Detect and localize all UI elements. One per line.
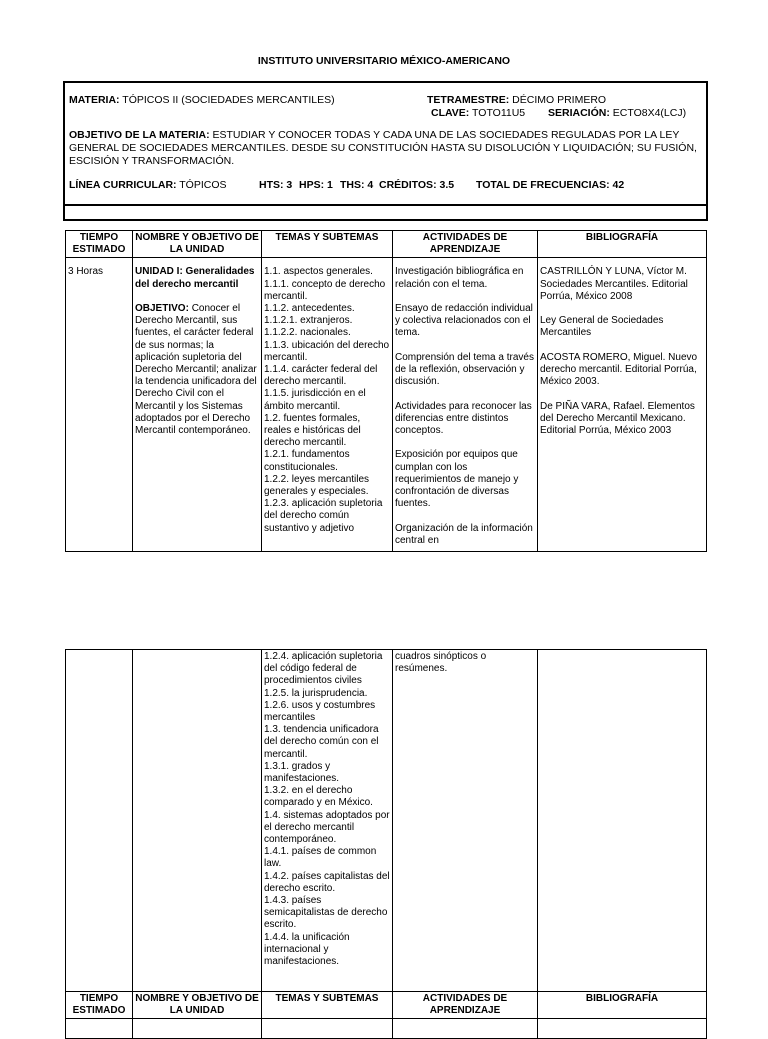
temas-cell <box>262 650 393 992</box>
header-bibliografia: BIBLIOGRAFÍA <box>538 231 707 258</box>
institution-title: INSTITUTO UNIVERSITARIO MÉXICO-AMERICANO <box>257 55 511 67</box>
bibliografia-item: Ley General de Sociedades Mercantiles <box>540 315 664 339</box>
tema-item: 1.1.3. ubicación del derecho mercantil. <box>264 339 390 363</box>
unidad-title: UNIDAD I: Generalidades del derecho mercantil <box>135 266 255 290</box>
tiempo-cell <box>66 650 133 992</box>
temas-cell <box>262 258 393 552</box>
table-row <box>66 258 707 552</box>
tema-item: 1.2.1. fundamentos constitucionales. <box>264 449 350 473</box>
actividad-item: Exposición por equipos que cumplan con los requerimientos de manejo y confrontación de diversas fuentes. <box>395 449 519 510</box>
actividades-cell <box>393 258 538 552</box>
creditos: CRÉDITOS: 3.5 <box>379 179 455 191</box>
tema-item: 1.1.2. antecedentes. <box>264 303 355 315</box>
tema-item: 1.4.4. la unificación internacional y manifestaciones. <box>264 931 350 968</box>
box-divider <box>65 204 706 206</box>
tema-item: 1.4.1. países de common law. <box>264 846 377 870</box>
header-row <box>66 992 707 1019</box>
bibliografia-item: ACOSTA ROMERO, Miguel. Nuevo derecho mercantil. Editorial Porrúa, México 2003. <box>540 351 698 388</box>
header-temas: TEMAS Y SUBTEMAS <box>262 992 393 1019</box>
unidad-cell <box>133 650 262 992</box>
bibliografia-item: De PIÑA VARA, Rafael. Elementos del Derecho Mercantil Mexicano. Editorial Porrúa, México 2003 <box>540 400 695 436</box>
tema-item: 1.2.3. aplicación supletoria del derecho común sustantivo y adjetivo <box>264 498 383 534</box>
actividades-cell: cuadros sinópticos o resúmenes. <box>393 650 538 992</box>
header-temas: TEMAS Y SUBTEMAS <box>262 231 393 258</box>
table-row <box>66 1019 707 1039</box>
objetivo-label: OBJETIVO: <box>135 303 189 314</box>
course-info-box <box>63 81 708 221</box>
tema-item: 1.1. aspectos generales. <box>264 266 373 278</box>
bibliografia-cell <box>538 258 707 552</box>
unit-table-2 <box>65 649 707 1039</box>
tetramestre-field: TETRAMESTRE: DÉCIMO PRIMERO <box>427 94 607 106</box>
actividad-item: Comprensión del tema a través de la reflexión, observación y discusión. <box>395 351 534 388</box>
actividad-item: Investigación bibliográfica en relación con el tema. <box>395 266 524 290</box>
bibliografia-item: CASTRILLÓN Y LUNA, Víctor M. Sociedades Mercantiles. Editorial Porrúa, México 2008 <box>540 266 688 302</box>
tema-item: 1.3.2. en el derecho comparado y en México. <box>264 785 373 809</box>
tema-item: 1.1.4. carácter federal del derecho mercantil. <box>264 364 378 388</box>
header-tiempo: TIEMPO ESTIMADO <box>66 231 133 258</box>
unit-table-1 <box>65 230 707 552</box>
actividad-item: Actividades para reconocer las diferencias entre distintos conceptos. <box>395 400 532 436</box>
table-row <box>66 650 707 992</box>
header-row <box>66 231 707 258</box>
tema-item: 1.3.1. grados y manifestaciones. <box>264 760 340 785</box>
bibliografia-cell <box>538 650 707 992</box>
tiempo-cell: 3 Horas <box>66 258 133 552</box>
actividad-item: Organización de la información central en <box>395 522 533 546</box>
tema-item: 1.4.2. países capitalistas del derecho escrito. <box>264 870 390 894</box>
hts: HTS: 3 <box>259 179 293 191</box>
tema-item: 1.1.2.2. nacionales. <box>264 327 351 339</box>
actividades-cell <box>393 1019 538 1039</box>
hps: HPS: 1 <box>299 179 333 191</box>
seriacion-field: SERIACIÓN: ECTO8X4(LCJ) <box>548 107 687 119</box>
materia-field: MATERIA: TÓPICOS II (SOCIEDADES MERCANTILES) <box>69 94 335 106</box>
tema-item: 1.2.2. leyes mercantiles generales y especiales. <box>264 473 370 498</box>
actividad-item: Ensayo de redacción individual y colectiva relacionados con el tema. <box>395 303 533 339</box>
total-frecuencias: TOTAL DE FRECUENCIAS: 42 <box>476 179 625 191</box>
header-nombre: NOMBRE Y OBJETIVO DE LA UNIDAD <box>133 231 262 258</box>
ths: THS: 4 <box>340 179 374 191</box>
unidad-cell <box>133 258 262 552</box>
clave-field: CLAVE: TOTO11U5 <box>431 107 526 119</box>
objetivo-materia: OBJETIVO DE LA MATERIA: ESTUDIAR Y CONOCER TODAS Y CADA UNA DE LAS SOCIEDADES REGULADAS POR LA LEY GENERAL DE SOCIEDADES MERCANTILES. DESDE SU CONSTITUCIÓN HASTA SU DISOLUCIÓN Y LIQUIDACIÓN; SU FUSIÓN, ESCISIÓN Y TRANSFORMACIÓN. <box>69 129 697 167</box>
tema-item: 1.2.6. usos y costumbres mercantiles <box>264 699 376 724</box>
linea-curricular: LÍNEA CURRICULAR: TÓPICOS <box>69 179 227 191</box>
tema-item: 1.4.3. países semicapitalistas de derecho escrito. <box>264 895 388 931</box>
tema-item: 1.1.2.1. extranjeros. <box>264 315 353 327</box>
temas-cell <box>262 1019 393 1039</box>
unidad-cell <box>133 1019 262 1039</box>
bibliografia-cell <box>538 1019 707 1039</box>
objetivo-text: Conocer el Derecho Mercantil, sus fuentes, el carácter federal de sus normas; la aplicación supletoria del Derecho Mercantil; analizar la tendencia unificadora del Derecho Civil con el Mercantil y los Sistemas adoptados por el Derecho Mercantil contemporáneo. <box>135 303 257 437</box>
header-actividades: ACTIVIDADES DE APRENDIZAJE <box>393 992 538 1019</box>
tema-item: 1.2.5. la jurisprudencia. <box>264 687 368 699</box>
header-nombre: NOMBRE Y OBJETIVO DE LA UNIDAD <box>133 992 262 1019</box>
tema-item: 1.2.4. aplicación supletoria del código federal de procedimientos civiles <box>264 651 383 687</box>
tema-item: 1.1.1. concepto de derecho mercantil. <box>264 278 386 302</box>
header-actividades: ACTIVIDADES DE APRENDIZAJE <box>393 231 538 258</box>
tiempo-cell <box>66 1019 133 1039</box>
header-bibliografia: BIBLIOGRAFÍA <box>538 992 707 1019</box>
tema-item: 1.4. sistemas adoptados por el derecho mercantil contemporáneo. <box>264 809 390 846</box>
tema-item: 1.3. tendencia unificadora del derecho común con el mercantil. <box>264 724 379 760</box>
tema-item: 1.2. fuentes formales, reales e históricas del derecho mercantil. <box>264 412 361 449</box>
tema-item: 1.1.5. jurisdicción en el ámbito mercantil. <box>264 388 366 412</box>
header-tiempo: TIEMPO ESTIMADO <box>66 992 133 1019</box>
